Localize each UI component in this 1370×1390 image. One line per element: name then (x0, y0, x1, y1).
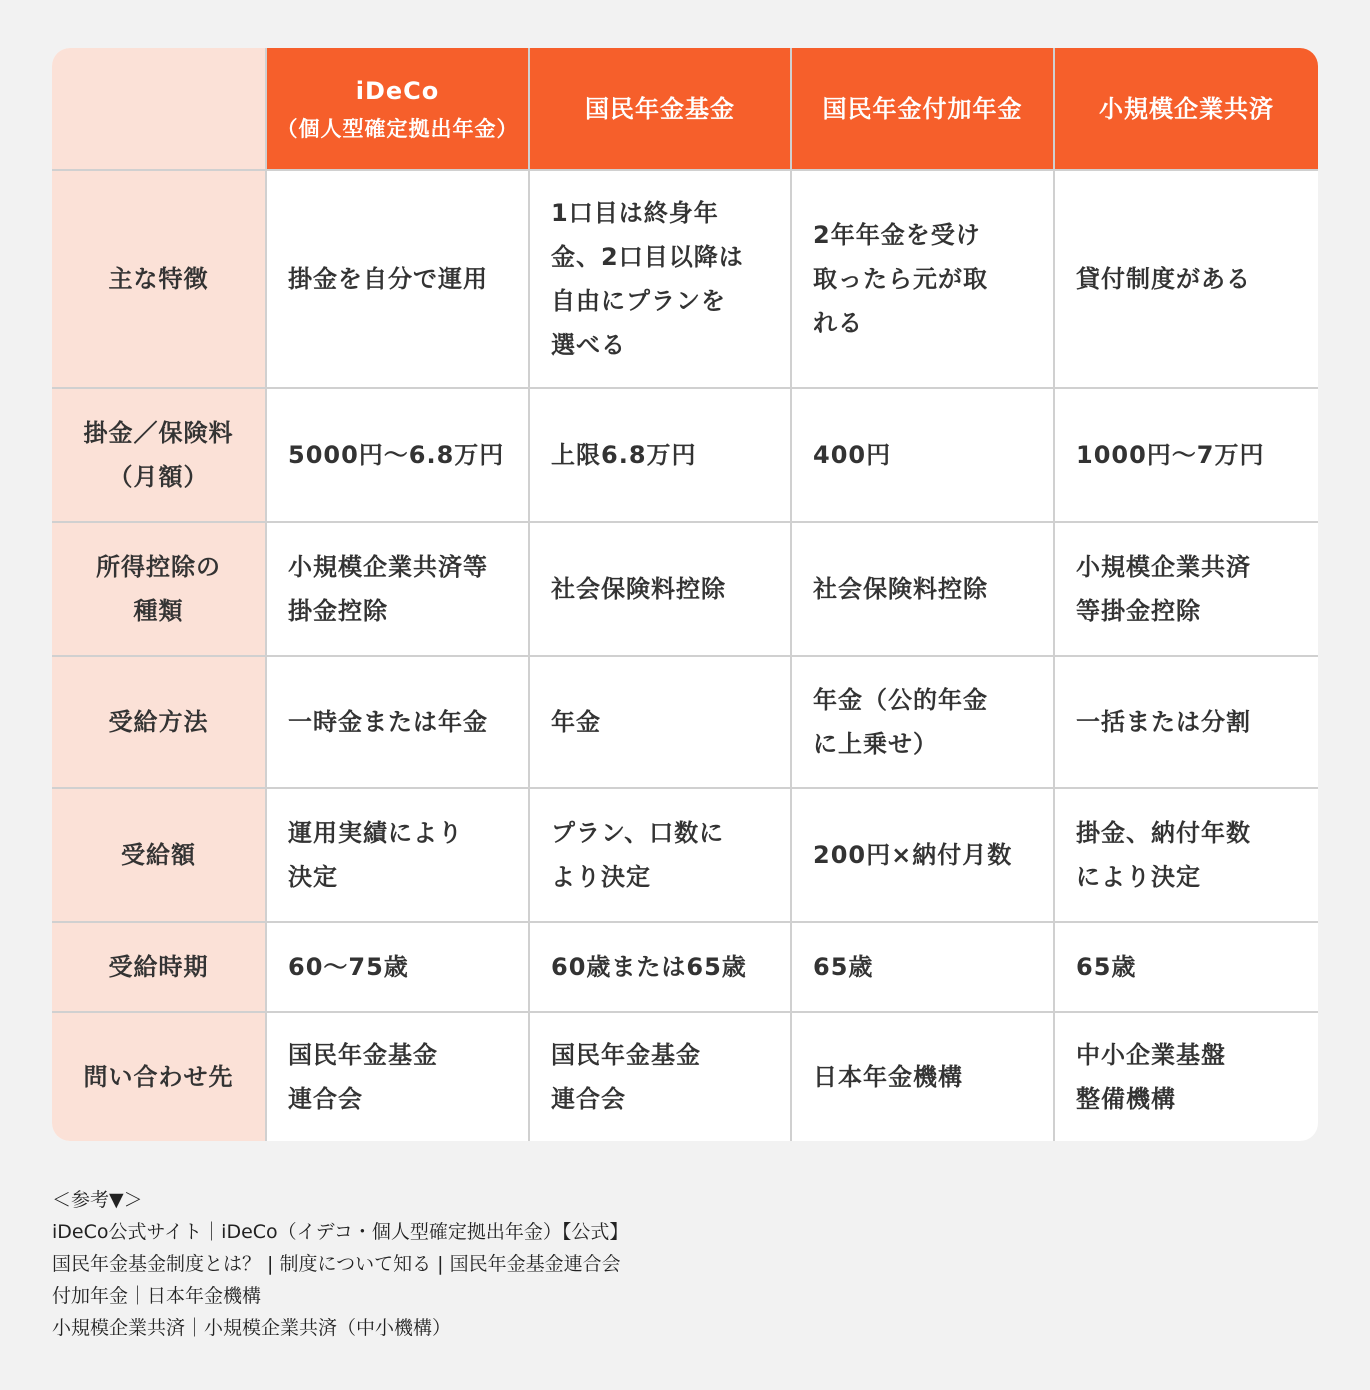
table-cell: 上限6.8万円 (530, 389, 792, 523)
references (52, 1184, 628, 1344)
table-cell: 2年年金を受け 取ったら元が取 れる (792, 171, 1055, 389)
reference-link[interactable]: 国民年金基金制度とは？ | 制度について知る | 国民年金基金連合会 (52, 1253, 621, 1275)
column-header (1055, 48, 1318, 171)
table-cell: プラン、口数に より決定 (530, 789, 792, 923)
reference-link[interactable]: iDeCo公式サイト｜iDeCo（イデコ・個人型確定拠出年金）【公式】 (52, 1221, 629, 1243)
table-cell: 一括または分割 (1055, 657, 1318, 789)
column-header-title: 国民年金付加年金 (822, 94, 1023, 123)
column-header-title: iDeCo (355, 76, 440, 105)
table-cell: 400円 (792, 389, 1055, 523)
row-label: 所得控除の 種類 (52, 523, 267, 657)
row-label: 受給額 (52, 789, 267, 923)
table-cell: 社会保険料控除 (792, 523, 1055, 657)
column-header-title: 小規模企業共済 (1099, 94, 1274, 123)
table-cell: 国民年金基金 連合会 (267, 1013, 530, 1141)
table-cell: 60〜75歳 (267, 923, 530, 1013)
comparison-table (52, 48, 1318, 1141)
table-cell: 1口目は終身年 金、2口目以降は 自由にプランを 選べる (530, 171, 792, 389)
column-header-subtitle: （個人型確定拠出年金） (276, 116, 519, 141)
table-cell: 65歳 (792, 923, 1055, 1013)
table-cell: 日本年金機構 (792, 1013, 1055, 1141)
table-cell: 年金（公的年金 に上乗せ） (792, 657, 1055, 789)
table-cell: 社会保険料控除 (530, 523, 792, 657)
table-cell: 運用実績により 決定 (267, 789, 530, 923)
table-cell: 年金 (530, 657, 792, 789)
table-cell: 一時金または年金 (267, 657, 530, 789)
table-cell: 小規模企業共済等 掛金控除 (267, 523, 530, 657)
column-header (792, 48, 1055, 171)
row-label: 受給時期 (52, 923, 267, 1013)
references-title: ＜参考▼＞ (52, 1189, 143, 1211)
table-cell: 掛金を自分で運用 (267, 171, 530, 389)
reference-link[interactable]: 付加年金｜日本年金機構 (52, 1285, 262, 1307)
table-cell: 1000円〜7万円 (1055, 389, 1318, 523)
column-header (530, 48, 792, 171)
table-cell: 5000円〜6.8万円 (267, 389, 530, 523)
column-header (267, 48, 530, 171)
table-cell: 60歳または65歳 (530, 923, 792, 1013)
table-corner (52, 48, 267, 171)
table-cell: 国民年金基金 連合会 (530, 1013, 792, 1141)
row-label: 主な特徴 (52, 171, 267, 389)
table-cell: 65歳 (1055, 923, 1318, 1013)
table-cell: 掛金、納付年数 により決定 (1055, 789, 1318, 923)
table-cell: 小規模企業共済 等掛金控除 (1055, 523, 1318, 657)
table-cell: 200円×納付月数 (792, 789, 1055, 923)
table-cell: 中小企業基盤 整備機構 (1076, 1041, 1226, 1113)
reference-link[interactable]: 小規模企業共済｜小規模企業共済（中小機構） (52, 1317, 452, 1339)
row-label: 掛金／保険料 （月額） (52, 389, 267, 523)
row-label: 問い合わせ先 (52, 1013, 267, 1141)
row-label: 受給方法 (52, 657, 267, 789)
table-cell: 貸付制度がある (1055, 171, 1318, 389)
column-header-title: 国民年金基金 (585, 94, 735, 123)
